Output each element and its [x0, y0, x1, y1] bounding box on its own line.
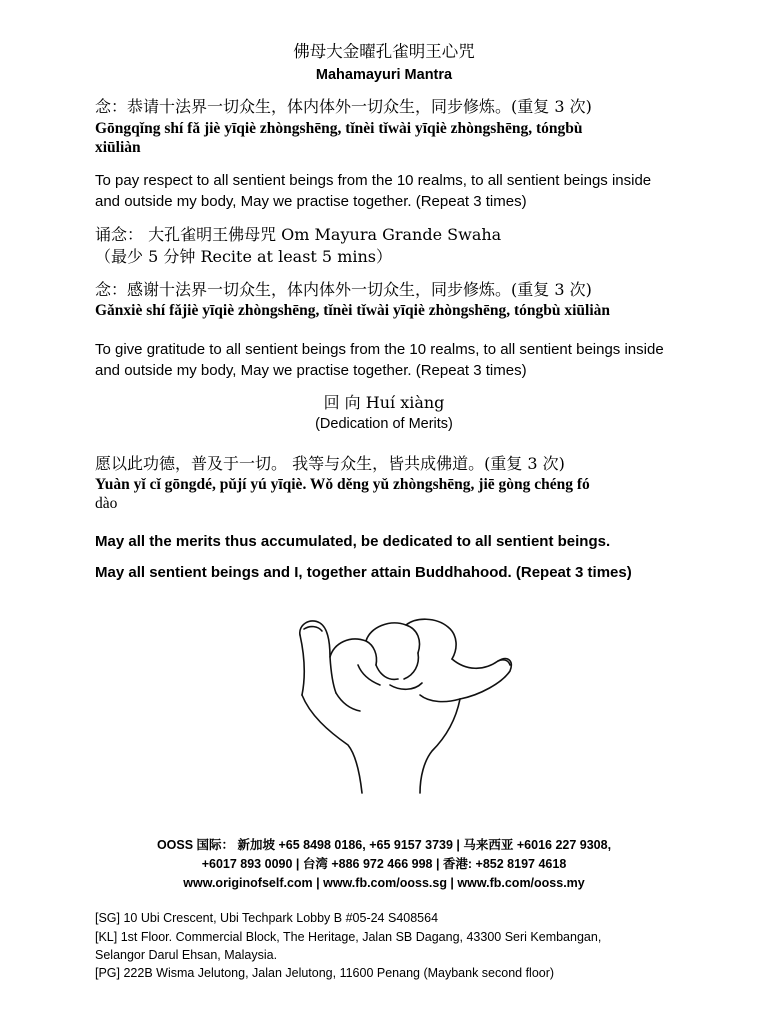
chant-gratitude-pinyin: Gǎnxiè shí fǎjiè yīqiè zhòngshēng, tǐnèi tǐwài yīqiè zhòngshēng, tóngbù xiūliàn	[95, 302, 611, 319]
contact-phones-line2: +6017 893 0090 | 台湾 +886 972 466 998 | 香港: +852 8197 4618	[201, 857, 567, 871]
recite-duration-line: （最少 5 分钟 Recite at least 5 mins）	[95, 247, 392, 266]
contact-websites[interactable]: www.originofself.com | www.fb.com/ooss.sg | www.fb.com/ooss.my	[183, 876, 585, 890]
dedication-english-2: May all sentient beings and I, together attain Buddhahood. (Repeat 3 times)	[95, 564, 632, 581]
title-english: Mahamayuri Mantra	[315, 67, 453, 83]
hand-mudra-icon	[270, 595, 530, 795]
dedication-chinese: 愿以此功德，普及于一切。 我等与众生，皆共成佛道。(重复 3 次)	[95, 454, 565, 473]
dedication-pinyin-line1: Yuàn yǐ cǐ gōngdé, pǔjí yú yīqiè. Wǒ děng yǔ zhòngshēng, jiē gòng chéng fó	[95, 476, 590, 493]
chant-respect-pinyin-line2: xiūliàn	[95, 139, 141, 156]
address-kl-line2: Selangor Darul Ehsan, Malaysia.	[95, 948, 278, 962]
recite-mantra-line: 诵念： 大孔雀明王佛母咒 Om Mayura Grande Swaha	[95, 225, 502, 244]
address-kl-line1: [KL] 1st Floor. Commercial Block, The Heritage, Jalan SB Dagang, 43300 Seri Kembangan,	[95, 930, 602, 944]
dedication-heading: 回 向 Huí xiàng	[323, 393, 445, 412]
dedication-pinyin-line2: dào	[95, 495, 118, 512]
dedication-subheading: (Dedication of Merits)	[315, 416, 453, 432]
address-singapore: [SG] 10 Ubi Crescent, Ubi Techpark Lobby B #05-24 S408564	[95, 911, 439, 925]
contact-phones-line1: OOSS 国际： 新加坡 +65 8498 0186, +65 9157 3739 | 马来西亚 +6016 227 9308,	[156, 838, 612, 852]
chant-respect-chinese: 念：恭请十法界一切众生，体内体外一切众生，同步修炼。(重复 3 次)	[95, 97, 592, 116]
chant-gratitude-chinese: 念：感谢十法界一切众生，体内体外一切众生，同步修炼。(重复 3 次)	[95, 280, 592, 299]
title-chinese: 佛母大金曜孔雀明王心咒	[293, 42, 475, 61]
chant-respect-english: To pay respect to all sentient beings from the 10 realms, to all sentient beings inside and outside my body, May we practise together. (Repeat 3 times)	[95, 172, 652, 210]
dedication-english-1: May all the merits thus accumulated, be dedicated to all sentient beings.	[95, 533, 611, 550]
chant-respect-pinyin-line1: Gōngqǐng shí fǎ jiè yīqiè zhòngshēng, tǐnèi tǐwài yīqiè zhòngshēng, tóngbù	[95, 120, 583, 137]
chant-gratitude-english: To give gratitude to all sentient beings from the 10 realms, to all sentient beings inside and outside my body, May we practise together. (Repeat 3 times)	[95, 341, 664, 379]
address-penang: [PG] 222B Wisma Jelutong, Jalan Jelutong, 11600 Penang (Maybank second floor)	[95, 966, 555, 980]
